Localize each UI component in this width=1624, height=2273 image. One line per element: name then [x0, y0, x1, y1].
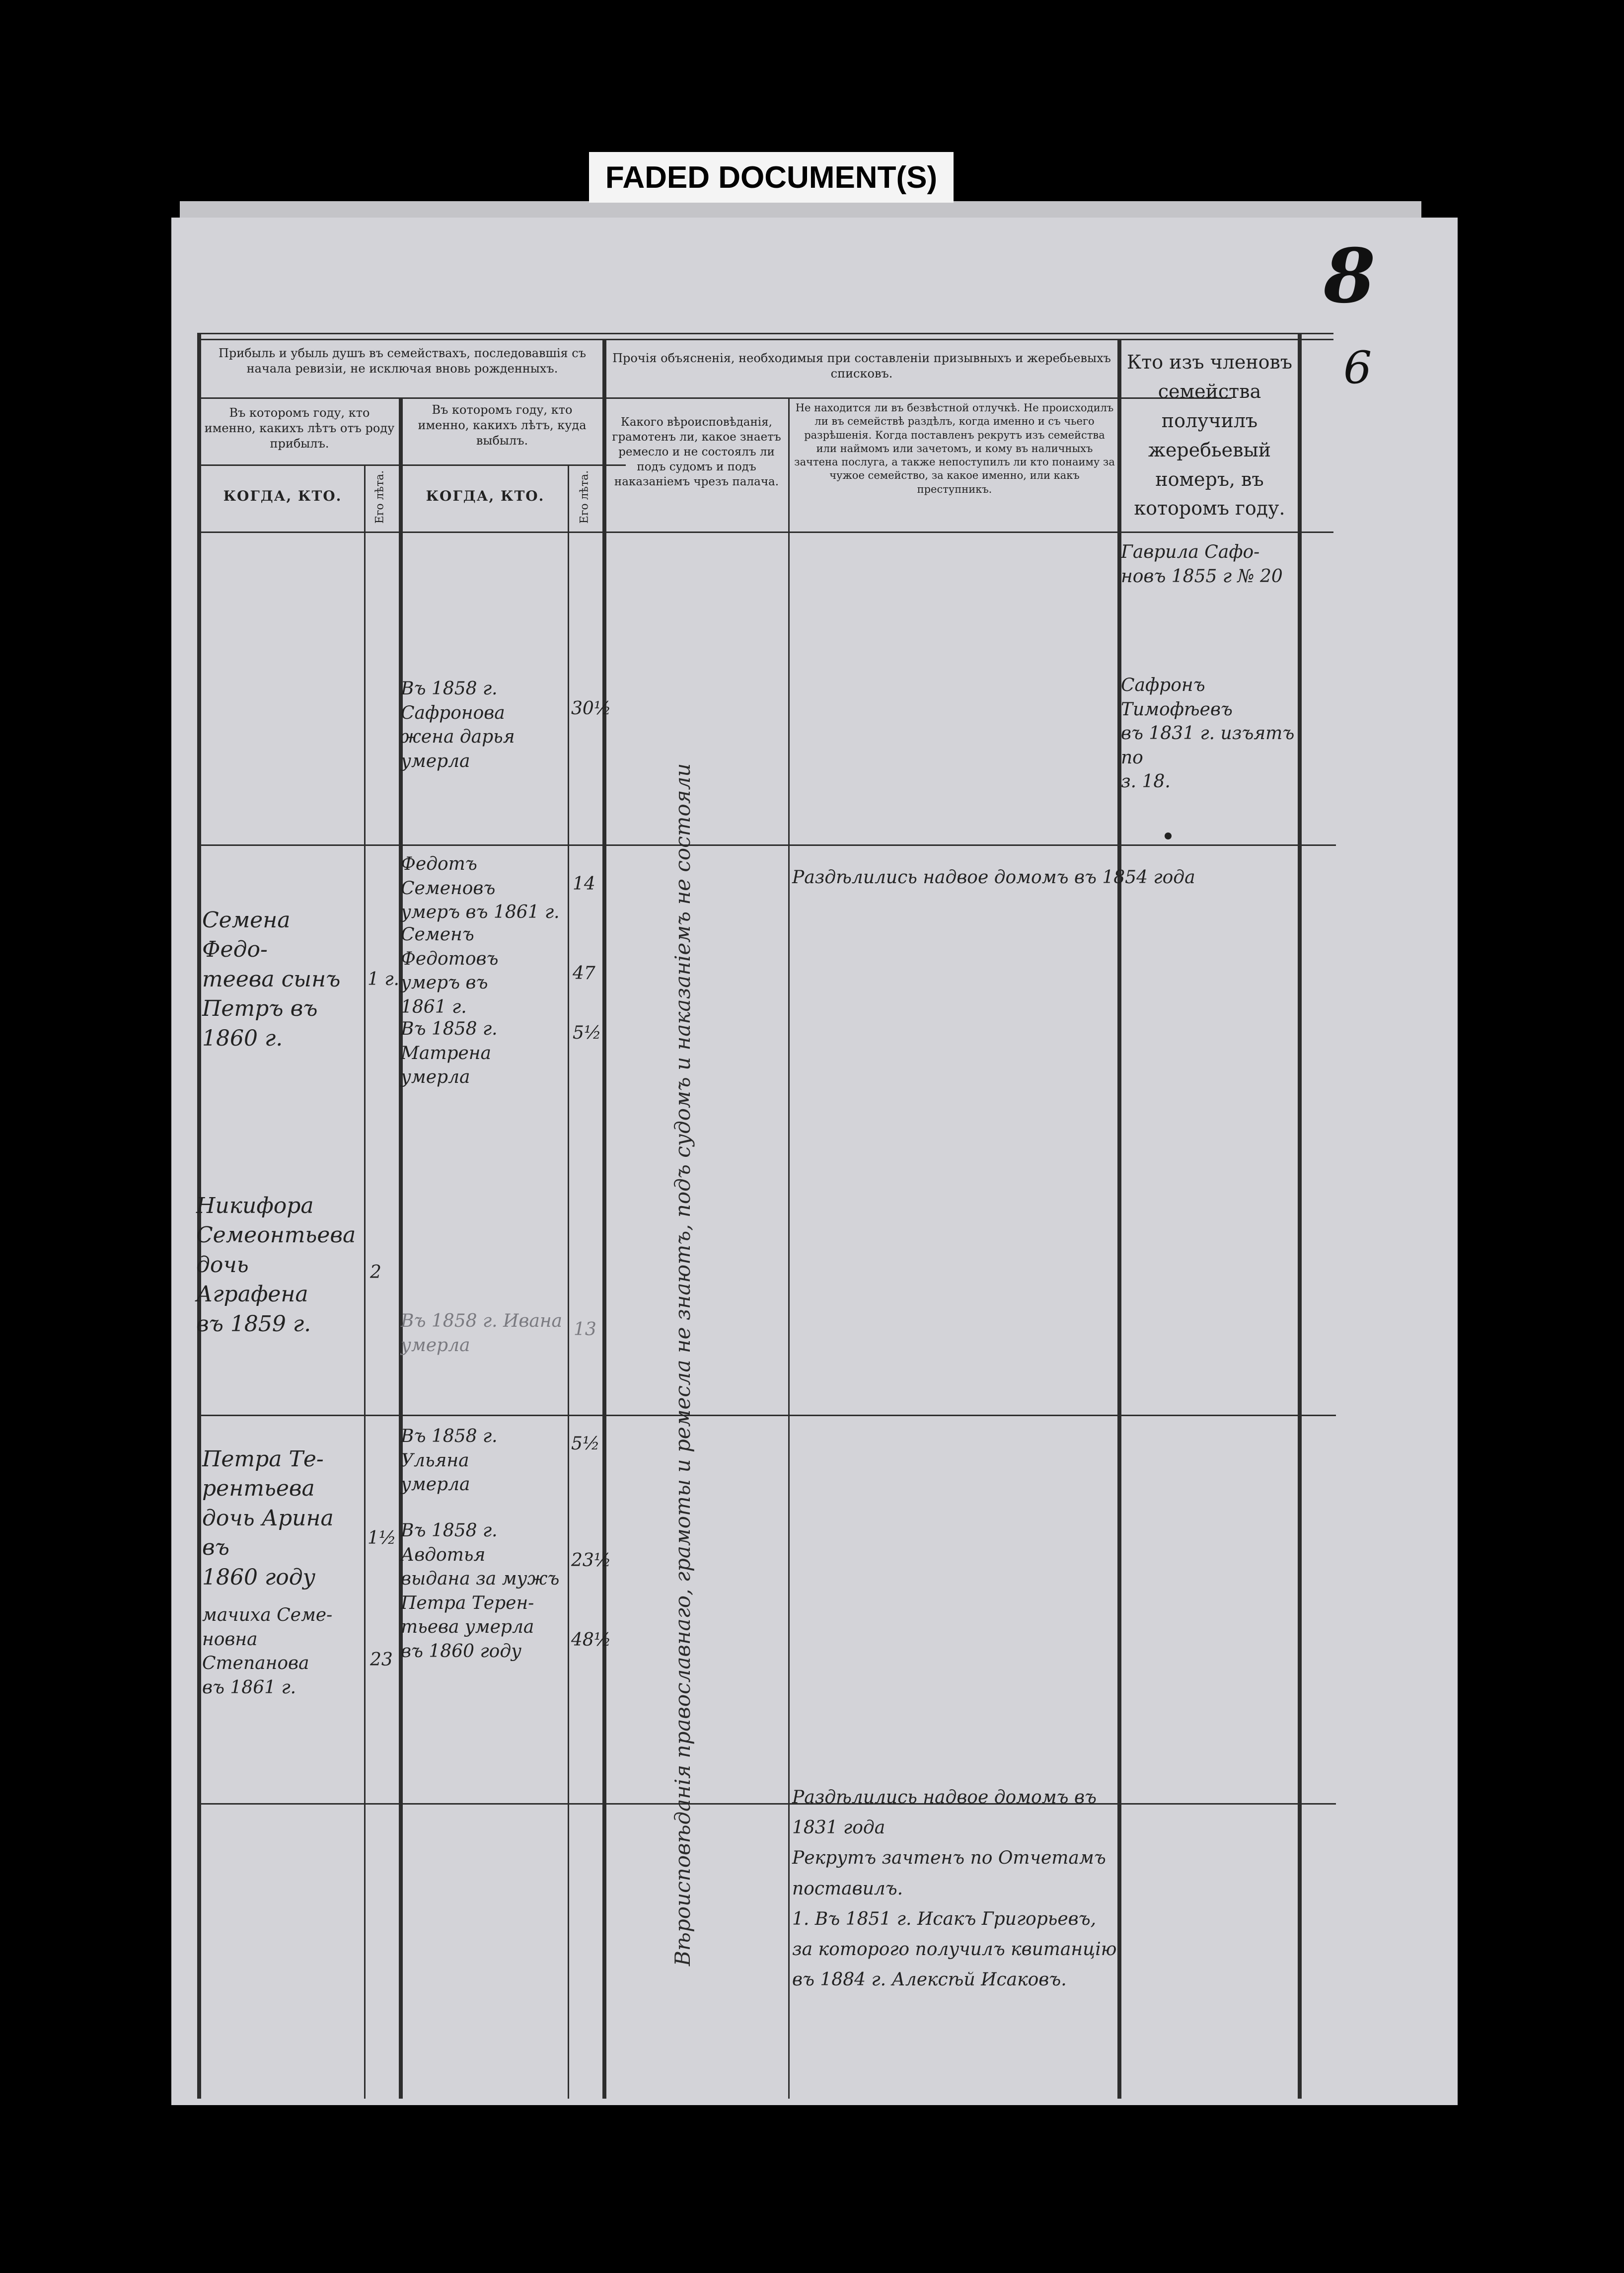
- absence-entry-2: Раздѣлились надвое домомъ въ 1831 года Рекрутъ зачтенъ по Отчетамъ поставилъ. 1. Въ 1851 г. Исакъ Григорьевъ, за которого получилъ квитанцію въ 1884 г. Алексѣй Исаковъ.: [792, 1787, 1117, 1990]
- row-separator-3: [199, 1803, 1336, 1805]
- departed-entry-5: Въ 1858 г. Ивана умерла: [401, 1311, 563, 1356]
- arrived-entry-3: Петра Те- рентьева дочь Арина въ 1860 году: [202, 1446, 334, 1590]
- departed-entry-1-age: 30½: [571, 698, 611, 719]
- col-rule-age2: [568, 464, 569, 2099]
- arrived-entry-2-age: 2: [370, 1262, 381, 1283]
- header-lot-column: Кто изъ членовъ семейства получилъ жеребьевый номеръ, въ которомъ году.: [1126, 351, 1293, 520]
- row-separator-2: [199, 1415, 1336, 1416]
- departed-entry-3: Семенъ Федотовъ умеръ въ 1861 г.: [401, 924, 499, 1017]
- header-age-2: Его лѣта.: [578, 470, 591, 524]
- departed-entry-3-age: 47: [573, 963, 595, 984]
- header-group-mid: Прочія объясненія, необходимыя при составленіи призывныхъ и жеребьевыхъ списковъ.: [612, 351, 1111, 381]
- departed-entry-6-age: 5½: [571, 1434, 600, 1454]
- header-bottom-rule: [199, 531, 1333, 533]
- departed-entry-7-age: 23½: [571, 1550, 611, 1571]
- header-faith-column: Какого вѣроисповѣданія, грамотенъ ли, какое знаетъ ремесло и не состоялъ ли подъ судомъ и подъ наказаніемъ чрезъ палача.: [612, 416, 781, 488]
- lot-entry-1: Гаврила Сафо- новъ 1855 г № 20: [1121, 542, 1283, 587]
- top-rule-inner: [199, 339, 1333, 340]
- departed-entry-4: Въ 1858 г. Матрена умерла: [401, 1019, 498, 1088]
- departed-entry-5-age: 13: [574, 1319, 596, 1340]
- arrived-entry-1-age: 1 г.: [368, 969, 399, 989]
- header-when-who-1: КОГДА, КТО.: [223, 488, 342, 504]
- col-rule-age1: [364, 464, 366, 2099]
- row-separator-1: [199, 844, 1336, 846]
- departed-entry-2: Федотъ Семеновъ умеръ въ 1861 г.: [401, 854, 560, 923]
- absence-entry-1: Раздѣлились надвое домомъ въ 1854 года: [792, 867, 1195, 888]
- departed-entry-1: Въ 1858 г. Сафронова жена дарья умерла: [401, 679, 515, 771]
- lot-entry-2: Сафронъ Тимофѣевъ въ 1831 г. изъятъ по з. 18.: [1121, 675, 1295, 792]
- top-rule-outer: [199, 333, 1333, 334]
- header-group-left: Прибыль и убыль душъ въ семействахъ, последовавшія съ начала ревизіи, не исключая вновь рожденныхъ.: [218, 346, 586, 376]
- arrived-entry-2: Никифора Семеонтьева дочь Аграфена въ 1859 г.: [196, 1193, 356, 1337]
- faded-document-banner: FADED DOCUMENT(S): [589, 152, 954, 203]
- col-rule-departed: [399, 397, 403, 2099]
- header-group-rule: [199, 397, 1232, 399]
- departed-entry-7: Въ 1858 г. Авдотья выдана за мужъ Петра Терен- тьева умерла въ 1860 году: [401, 1520, 560, 1662]
- faith-vertical-note: Вѣроисповѣданія православнаго, грамоты и ремесла не знаютъ, подъ судомъ и наказаніемъ не состояли: [670, 763, 695, 1966]
- right-border: [1298, 333, 1302, 2099]
- departed-entry-4-age: 5½: [573, 1023, 601, 1043]
- col-rule-absence: [788, 397, 790, 2099]
- arrived-entry-4: мачиха Семе- новна Степанова въ 1861 г.: [202, 1605, 333, 1698]
- page-number-secondary: 6: [1343, 342, 1372, 394]
- arrived-entry-4-age: 23: [370, 1650, 393, 1670]
- header-age-1: Его лѣта.: [373, 470, 386, 524]
- header-sub-rule: [199, 464, 626, 466]
- col-rule-faith: [602, 339, 606, 2099]
- ink-dot: [1165, 833, 1172, 839]
- arrived-entry-1: Семена Федо- теева сынъ Петръ въ 1860 г.: [202, 908, 341, 1051]
- departed-entry-7-age-b: 48½: [571, 1630, 611, 1650]
- header-sub-departed: Въ которомъ году, кто именно, какихъ лѣтъ, куда выбылъ.: [418, 403, 587, 448]
- header-when-who-2: КОГДА, КТО.: [426, 488, 545, 504]
- register-page: [171, 218, 1458, 2105]
- page-number-primary: 8: [1324, 232, 1376, 320]
- header-sub-arrived: Въ которомъ году, кто именно, какихъ лѣтъ отъ роду прибылъ.: [204, 406, 395, 451]
- departed-entry-6: Въ 1858 г. Ульяна умерла: [401, 1426, 498, 1495]
- arrived-entry-3-age: 1½: [368, 1528, 396, 1548]
- departed-entry-2-age: 14: [573, 874, 595, 894]
- header-absence-column: Не находится ли въ безвѣстной отлучкѣ. Не происходилъ ли въ семействѣ раздѣлъ, когда именно и съ чьего разрѣшенія. Когда поставленъ рекрутъ изъ семейства или наймомъ или зачетомъ, и кому въ наличныхъ зачтена послуга, а также непоступилъ ли кто понаиму за чужое семейство, за какое именно, или какъ преступникъ.: [794, 402, 1115, 495]
